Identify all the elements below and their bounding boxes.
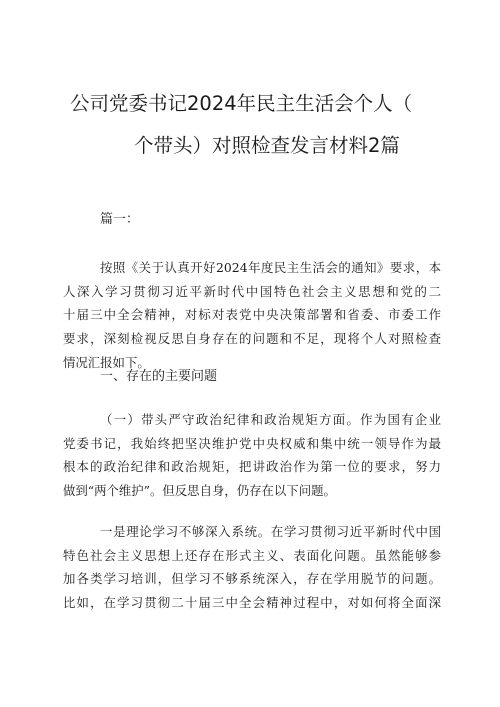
intro-line-1: 按照《关于认真开好2024年度民主生活会的通知》要求，本	[100, 260, 441, 275]
document-title-line-1: 公司党委书记2024年民主生活会个人（	[70, 92, 413, 115]
para-two-line-1: 一是理论学习不够深入系统。在学习贯彻习近平新时代中国	[100, 524, 441, 539]
para-one-line-1: （一）带头严守政治纪律和政治规矩方面。作为国有企业	[100, 412, 441, 427]
paragraph-theory-study	[63, 520, 441, 615]
para-two-line-2: 特色社会主义思想上还存在形式主义、表面化问题。虽然能够参	[63, 547, 441, 563]
intro-line-3: 十届三中全会精神，对标对表党中央决策部署和省委、市委工作	[63, 307, 441, 323]
document-title-line-2: 个带头）对照检查发言材料2篇	[134, 134, 400, 157]
intro-line-5: 情况汇报如下。	[63, 354, 150, 370]
para-one-line-2: 党委书记，我始终把坚决维护党中央权威和集中统一领导作为最	[63, 435, 441, 451]
intro-paragraph	[63, 256, 441, 374]
intro-line-2: 人深入学习贯彻习近平新时代中国特色社会主义思想和党的二	[63, 283, 441, 299]
para-one-line-4: 做到“两个维护”。但反思自身，仍存在以下问题。	[63, 483, 336, 499]
para-two-line-4: 比如，在学习贯彻二十届三中全会精神过程中，对如何将全面深	[63, 595, 441, 611]
para-one-line-3: 根本的政治纪律和政治规矩，把讲政治作为第一位的要求，努力	[63, 459, 441, 475]
para-two-line-3: 加各类学习培训，但学习不够系统深入，存在学用脱节的问题。	[63, 571, 441, 587]
part-label: 篇一：	[100, 212, 140, 227]
paragraph-political-discipline	[63, 408, 441, 503]
intro-line-4: 要求，深刻检视反思自身存在的问题和不足，现将个人对照检查	[63, 331, 441, 347]
section-heading: 一、存在的主要问题	[100, 369, 218, 384]
